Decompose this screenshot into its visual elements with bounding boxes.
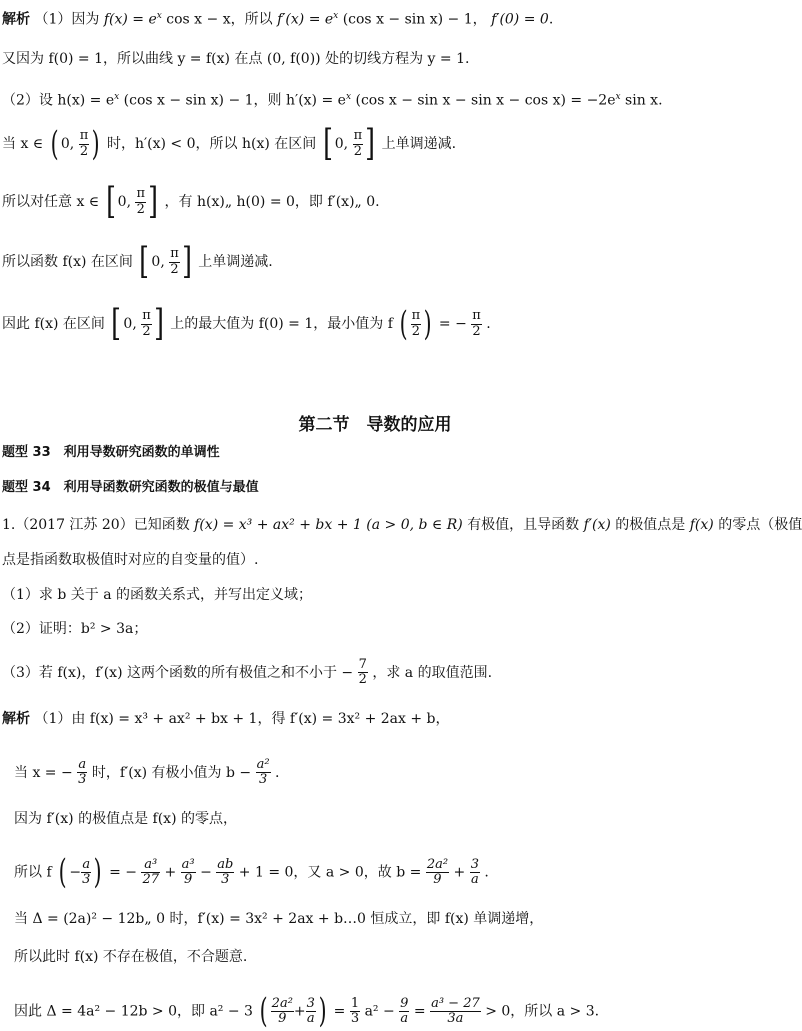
fraction: $\frac{3}{a}$ — [306, 995, 315, 1026]
math: f′(0) = 0 — [491, 11, 549, 28]
fraction: $\frac{7}{2}$ — [358, 657, 367, 688]
paren-left: ( — [58, 852, 67, 892]
bracket-left: [ — [322, 123, 333, 164]
text: （1）因为 — [34, 11, 100, 28]
solution-line-5 — [2, 181, 380, 222]
solution-2-line-3 — [14, 812, 237, 826]
text: a² − — [364, 1003, 395, 1020]
fraction: $\frac{\text{2a²}}{9}$ — [426, 856, 449, 887]
question-3 — [2, 658, 492, 688]
fraction: $\frac{\pi}{2}$ — [136, 186, 146, 217]
solution-2-line-4: 所以 f ( − $\frac{a}{3}$ ) = − $\frac{\text{a³}}{27}$ + $\frac{\text{a³}}{9}$ − $\frac{ab}{3}$ + 1 = 0，又 a > 0，故 b = $\frac{\text{2a²}}{9}$ + $\frac{3}{a}$ . — [14, 852, 489, 892]
bracket-right: ] — [365, 123, 376, 164]
fraction: $\frac{3}{a}$ — [470, 856, 479, 887]
text: 所以对任意 x ∈ — [2, 194, 100, 211]
fraction: $\frac{\pi}{2}$ — [411, 308, 421, 339]
text: cos x − x，所以 — [166, 11, 273, 28]
solution-line-3 — [2, 93, 663, 108]
text: ，求 a 的取值范围. — [372, 664, 493, 681]
fraction: $\frac{\text{2a²}}{9}$ — [271, 995, 293, 1026]
solution-2-line-6 — [14, 950, 247, 964]
bracket-right: ] — [181, 241, 192, 282]
math: f(x) — [689, 517, 714, 533]
solution-label: 解析 — [2, 711, 30, 727]
solution-2-line-5 — [14, 912, 543, 926]
text: (cos x − sin x) − 1，则 h′(x) = e — [123, 92, 346, 109]
solution-line-2 — [2, 52, 469, 66]
fraction: $\frac{\text{a³}}{27}$ — [142, 856, 160, 887]
text: 上单调递减. — [381, 136, 457, 153]
text: （2）设 h(x) = e — [2, 92, 115, 109]
solution-2-line-1 — [2, 712, 450, 726]
text: > 0，所以 a > 3. — [485, 1003, 600, 1020]
text: 所以函数 f(x) 在区间 — [2, 254, 133, 271]
section-title: 第二节 导数的应用 — [298, 415, 452, 435]
text: 当 Δ = (2a)² − 12b„ 0 时，f′(x) = 3x² + 2ax + b…0 恒成立，即 f(x) 单调递增， — [14, 911, 544, 927]
problem-1-line-2 — [2, 553, 258, 567]
math: f′(x) = e — [277, 11, 334, 28]
fraction: $\frac{\pi}{2}$ — [353, 128, 363, 159]
text: 因此 Δ = 4a² − 12b > 0，即 a² − 3 — [14, 1003, 253, 1020]
paren-left: ( — [50, 123, 59, 164]
math: f(x) = x³ + ax² + bx + 1 (a > 0, b ∈ R) — [194, 517, 463, 533]
text: + — [453, 864, 466, 881]
topic-33-heading: 题型 33 利用导数研究函数的单调性 — [2, 445, 220, 460]
text: 0, — [151, 254, 165, 271]
fraction: $\frac{ab}{3}$ — [217, 856, 234, 887]
text: （3）若 f(x)，f′(x) 这两个函数的所有极值之和不小于 − — [2, 664, 354, 681]
text: 当 x = − — [14, 764, 73, 781]
math-sup: x — [333, 11, 339, 21]
math-sup: x — [615, 92, 621, 102]
solution-line-4 — [2, 123, 457, 164]
fraction: $\frac{\pi}{2}$ — [79, 128, 89, 159]
question-2 — [2, 622, 147, 636]
text: 有极值，且导函数 — [467, 517, 580, 533]
bracket-left: [ — [139, 241, 150, 282]
text: 0, — [334, 136, 349, 153]
fraction: $\frac{a}{3}$ — [82, 856, 91, 887]
paren-right: ) — [423, 303, 432, 344]
math: f′(x) — [583, 517, 611, 533]
paren-right: ) — [318, 991, 327, 1031]
fraction: $\frac{\text{a³}}{9}$ — [181, 856, 195, 887]
text: 0, — [60, 136, 75, 153]
fraction: $\frac{1}{3}$ — [350, 995, 360, 1026]
text: 因为 f′(x) 的极值点是 f(x) 的零点， — [14, 811, 237, 827]
math: f(x) = e — [103, 11, 157, 28]
bracket-right: ] — [148, 181, 158, 222]
text: = − — [109, 864, 138, 881]
text: − — [200, 864, 212, 881]
text: . — [484, 864, 489, 881]
paren-left: ( — [400, 303, 408, 344]
solution-line-7 — [2, 303, 491, 344]
text: . — [486, 316, 491, 333]
text: 上单调递减. — [198, 254, 273, 271]
text: 0, — [123, 316, 137, 333]
bracket-left: [ — [111, 303, 122, 344]
text: 所以此时 f(x) 不存在极值，不合题意. — [14, 949, 248, 965]
text: 1.（2017 江苏 20）已知函数 — [2, 517, 190, 533]
math-sup: x — [114, 92, 120, 102]
text: (cos x − sin x) − 1， — [342, 11, 487, 28]
text: 的零点（极值 — [718, 517, 802, 533]
topic-34-heading: 题型 34 利用导函数研究函数的极值与最值 — [2, 480, 259, 495]
text: 上的最大值为 f(0) = 1，最小值为 f — [170, 316, 393, 333]
text: 当 x ∈ — [2, 136, 44, 153]
solution-2-line-7: 因此 Δ = 4a² − 12b > 0，即 a² − 3 ( $\frac{\text{2a²}}{9}$ + $\frac{3}{a}$ ) = $\frac{1}{3}$ a² − $\frac{9}{a}$ = $\frac{\text{a³ − 27}}{3a}$ > 0，所以 a > 3. — [14, 991, 600, 1031]
text: = − — [438, 316, 467, 333]
bracket-right: ] — [153, 303, 164, 344]
fraction: $\frac{\pi}{2}$ — [142, 308, 151, 339]
solution-line-1 — [2, 12, 553, 27]
text: （1）由 f(x) = x³ + ax² + bx + 1，得 f′(x) = 3x² + 2ax + b， — [34, 711, 450, 727]
text: = — [413, 1003, 426, 1020]
text: sin x. — [625, 92, 663, 109]
text: 所以 f — [14, 864, 52, 881]
text: + 1 = 0，又 a > 0，故 b = — [238, 864, 422, 881]
text: 时，f′(x) 有极小值为 b − — [91, 764, 252, 781]
text: 时，h′(x) < 0，所以 h(x) 在区间 — [106, 136, 317, 153]
problem-1-line-1 — [2, 518, 802, 532]
text: . — [275, 764, 280, 781]
text: + — [164, 864, 177, 881]
question-1 — [2, 588, 312, 602]
bracket-left: [ — [105, 181, 116, 222]
fraction: $\frac{\pi}{2}$ — [472, 308, 481, 339]
solution-2-line-2 — [14, 758, 279, 788]
math-sup: x — [156, 11, 162, 21]
paren-right: ) — [91, 123, 100, 164]
text: . — [548, 11, 554, 28]
solution-line-6 — [2, 241, 273, 282]
text: = — [333, 1003, 346, 1020]
paren-right: ) — [94, 852, 102, 892]
text: (cos x − sin x − sin x − cos x) = −2e — [355, 92, 616, 109]
fraction: $\frac{a}{3}$ — [78, 757, 87, 788]
text: ，有 h(x)„ h(0) = 0，即 f′(x)„ 0. — [164, 194, 380, 211]
text: 0, — [117, 194, 132, 211]
math-sup: x — [345, 92, 352, 102]
text: 又因为 f(0) = 1，所以曲线 y = f(x) 在点 (0, f(0)) 处的切线方程为 y = 1. — [2, 51, 470, 67]
text: 的极值点是 — [615, 517, 686, 533]
paren-left: ( — [260, 991, 269, 1031]
solution-label: 解析 — [2, 11, 30, 28]
fraction: $\frac{\text{a³ − 27}}{3a}$ — [431, 995, 480, 1026]
text: 因此 f(x) 在区间 — [2, 316, 105, 333]
fraction: $\frac{9}{a}$ — [400, 995, 409, 1026]
fraction: $\frac{\pi}{2}$ — [170, 246, 179, 277]
fraction: $\frac{\text{a²}}{3}$ — [256, 757, 270, 788]
text: 点是指函数取极值时对应的自变量的值）. — [2, 552, 259, 568]
text: （1）求 b 关于 a 的函数关系式，并写出定义域； — [2, 587, 313, 603]
text: （2）证明：b² > 3a； — [2, 621, 148, 637]
